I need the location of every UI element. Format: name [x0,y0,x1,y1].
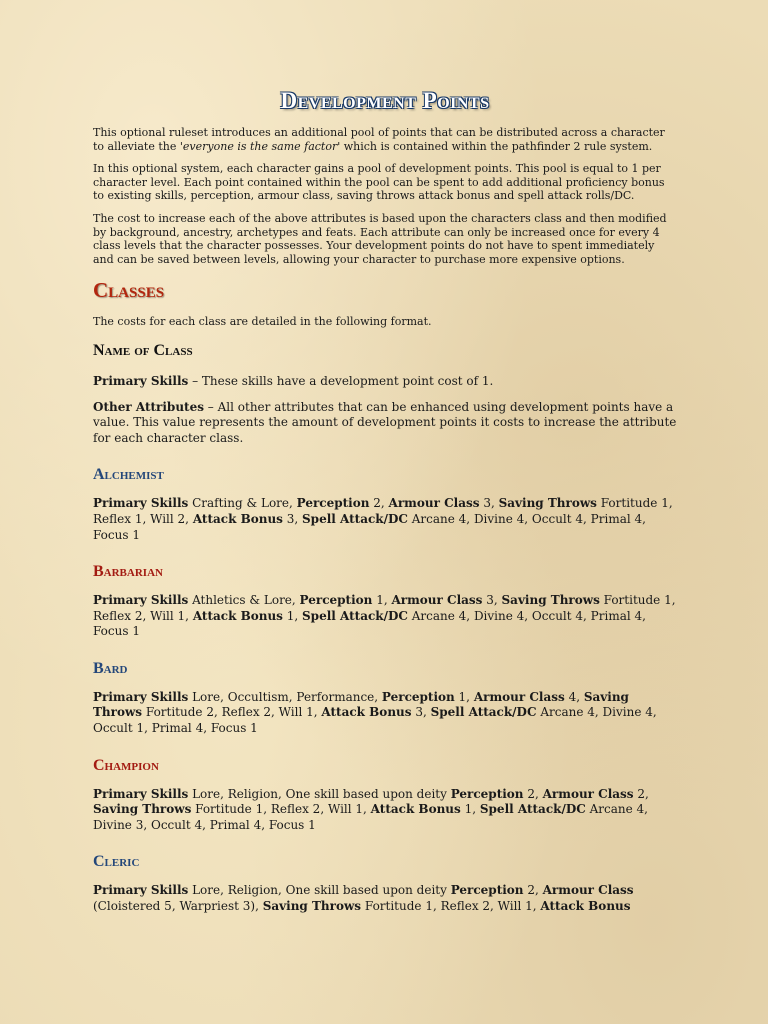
class-stats-alchemist: Primary Skills Crafting & Lore, Perception 2, Armour Class 3, Saving Throws Fortitude 1, Reflex 1, Will 2, Attack Bonus 3, Spell Attack/DC Arcane 4, Divine 4, Occult 4, Primal 4, Focus 1 [93,496,673,542]
class-heading-bard: Bard [93,659,128,677]
classes-heading: Classes [93,278,165,303]
class-stats-bard: Primary Skills Lore, Occultism, Performance, Perception 1, Armour Class 4, Saving Throws Fortitude 2, Reflex 2, Will 1, Attack Bonus 3, Spell Attack/DC Arcane 4, Divine 4, Occult 1, Primal 4, Focus 1 [93,689,657,736]
document-page [93,88,677,915]
class-heading-cleric: Cleric [93,853,140,871]
class-stats-champion: Primary Skills Lore, Religion, One skill based upon deity Perception 2, Armour Class 2, Saving Throws Fortitude 1, Reflex 2, Will 1, Attack Bonus 1, Spell Attack/DC Arcane 4, Divine 3, Occult 4, Primal 4, Focus 1 [93,786,649,832]
primary-skills-explanation: Primary Skills – These skills have a development point cost of 1. [93,373,494,388]
class-heading-barbarian: Barbarian [93,563,163,581]
page-title: Development Points [280,88,490,113]
format-explanation [93,374,677,446]
cost-paragraph: The cost to increase each of the above attributes is based upon the characters class and then modified by background, ancestry, archetypes and feats. Each attribute can only be increased once for every 4 class levels that the character possesses. Your development points do not have to spent immediately and can be saved between levels, allowing your character to purchase more expensive options. [93,211,667,266]
other-attributes-explanation: Other Attributes – All other attributes that can be enhanced using development points have a value. This value represents the amount of development points it costs to increase the attribute for each character class. [93,399,677,445]
intro-paragraph: This optional ruleset introduces an additional pool of points that can be distributed across a character to alleviate the 'everyone is the same factor' which is contained within the pathfinder 2 rule system. [93,126,665,153]
system-paragraph: In this optional system, each character gains a pool of development points. This pool is equal to 1 per character level. Each point contained within the pool can be spent to add additional proficiency bonus to existing skills, perception, armour class, saving throws attack bonus and spell attack rolls/DC. [93,162,665,203]
class-stats-barbarian: Primary Skills Athletics & Lore, Perception 1, Armour Class 3, Saving Throws Fortitude 1, Reflex 2, Will 1, Attack Bonus 1, Spell Attack/DC Arcane 4, Divine 4, Occult 4, Primal 4, Focus 1 [93,593,676,639]
class-stats-cleric: Primary Skills Lore, Religion, One skill based upon deity Perception 2, Armour Class (Cloistered 5, Warpriest 3), Saving Throws Fortitude 1, Reflex 2, Will 1, Attack Bonus [93,883,634,914]
classes-intro: The costs for each class are detailed in the following format. [93,315,432,329]
name-of-class-heading: Name of Class [93,341,193,359]
class-list [93,466,677,914]
class-heading-alchemist: Alchemist [93,466,164,484]
intro-emphasis: 'everyone is the same factor' [179,139,341,153]
class-heading-champion: Champion [93,756,159,774]
